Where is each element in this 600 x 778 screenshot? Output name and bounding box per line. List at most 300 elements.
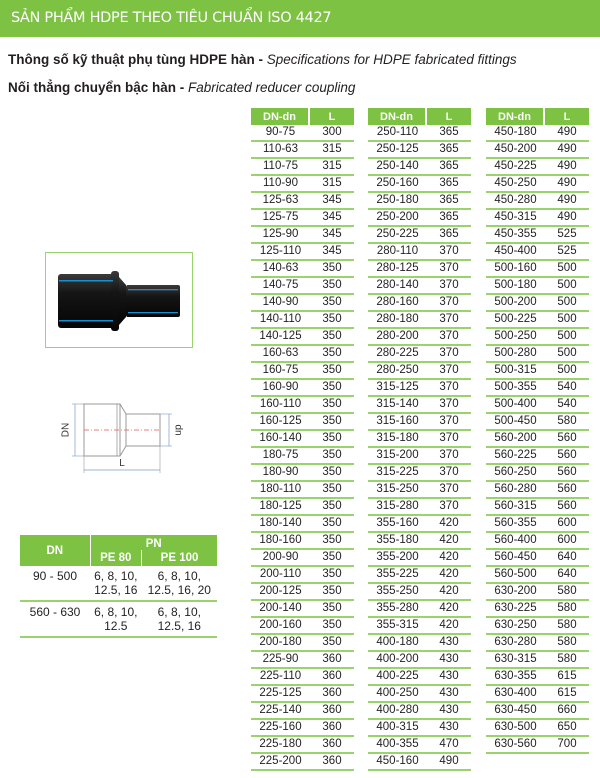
length-value: 300 [310,125,354,142]
length-value: 500 [545,295,589,312]
table-row [486,176,589,193]
length-value: 360 [310,686,354,703]
table-row [486,584,589,601]
table-row [486,278,589,295]
length-value: 420 [427,550,471,567]
dn-dn-value: 355-200 [368,550,427,567]
length-value: 370 [427,380,471,397]
length-value: 580 [545,635,589,652]
table-row [368,431,471,448]
table-row [486,210,589,227]
table-row [251,431,354,448]
table-row [251,618,354,635]
table-row [368,754,471,771]
length-value: 560 [545,499,589,516]
table-row [368,363,471,380]
dn-dn-value: 140-63 [251,261,310,278]
dn-dn-value: 315-160 [368,414,427,431]
length-value: 350 [310,261,354,278]
table-row [368,125,471,142]
dn-dn-value: 560-225 [486,448,545,465]
section-subtitle [8,52,517,67]
dn-dn-value: 560-450 [486,550,545,567]
header-dn: DN [20,535,90,566]
length-value: 420 [427,584,471,601]
length-value: 560 [545,448,589,465]
table-row [368,193,471,210]
table-row [368,601,471,618]
dn-dn-value: 225-125 [251,686,310,703]
length-value: 600 [545,516,589,533]
header-pe80: PE 80 [90,550,142,566]
dn-range: 560 - 630 [20,601,90,637]
dn-range: 90 - 500 [20,566,90,601]
dn-dn-value: 160-90 [251,380,310,397]
length-value: 470 [427,737,471,754]
length-value: 360 [310,754,354,771]
product-name-vietnamese: Nối thẳng chuyển bậc hàn - [8,80,189,95]
dn-dn-value: 160-140 [251,431,310,448]
dn-dn-value: 560-315 [486,499,545,516]
table-row [251,380,354,397]
table-row [368,244,471,261]
product-subtitle [8,80,355,95]
length-value: 350 [310,397,354,414]
dn-dn-value: 560-250 [486,465,545,482]
dn-dn-value: 140-75 [251,278,310,295]
length-value: 490 [427,754,471,771]
table-row [251,737,354,754]
dn-dn-value: 250-110 [368,125,427,142]
length-value: 360 [310,737,354,754]
dn-dn-value: 225-90 [251,652,310,669]
dn-dn-value: 225-200 [251,754,310,771]
pressure-rating-table [20,535,217,638]
dn-dn-value: 500-355 [486,380,545,397]
length-value: 370 [427,499,471,516]
length-value: 350 [310,516,354,533]
dn-dn-value: 200-110 [251,567,310,584]
table-row [368,227,471,244]
dn-dn-value: 450-250 [486,176,545,193]
length-value: 350 [310,567,354,584]
table-row [368,584,471,601]
table-row [251,635,354,652]
table-row [368,329,471,346]
table-row [486,261,589,278]
header-length: L [310,108,354,125]
table-row [368,720,471,737]
length-value: 345 [310,227,354,244]
dn-dn-value: 250-140 [368,159,427,176]
length-value: 650 [545,720,589,737]
page-header-bar [0,0,600,37]
length-value: 350 [310,329,354,346]
table-row [251,312,354,329]
table-row [368,550,471,567]
length-value: 370 [427,414,471,431]
table-row [486,686,589,703]
table-row [368,652,471,669]
table-row [486,312,589,329]
dn-dn-value: 630-200 [486,584,545,601]
table-row [20,566,217,601]
length-value: 420 [427,567,471,584]
length-value: 370 [427,431,471,448]
table-row [251,550,354,567]
dn-dn-value: 500-225 [486,312,545,329]
dn-label: DN [60,422,72,438]
table-row [486,499,589,516]
pe100-values: 6, 8, 10, 12.5, 16, 20 [142,566,217,601]
length-value: 370 [427,346,471,363]
length-value: 660 [545,703,589,720]
table-row [486,601,589,618]
table-row [368,210,471,227]
length-value: 350 [310,499,354,516]
table-row [251,125,354,142]
table-row [251,533,354,550]
table-row [486,159,589,176]
header-length: L [427,108,471,125]
dn-dn-value: 200-140 [251,601,310,618]
length-value: 540 [545,397,589,414]
dn-dn-value: 400-225 [368,669,427,686]
length-value: 350 [310,482,354,499]
length-value: 350 [310,363,354,380]
length-value: 315 [310,142,354,159]
length-value: 350 [310,312,354,329]
dn-dn-value: 355-280 [368,601,427,618]
table-row [368,176,471,193]
dn-dn-value: 450-180 [486,125,545,142]
dn-dn-value: 200-180 [251,635,310,652]
dn-dn-value: 280-180 [368,312,427,329]
dn-dn-value: 200-125 [251,584,310,601]
dn-dn-value: 560-500 [486,567,545,584]
table-row [251,754,354,771]
dn-dn-value: 225-180 [251,737,310,754]
dn-dn-value: 315-280 [368,499,427,516]
dn-dn-value: 500-315 [486,363,545,380]
dn-dn-value: 180-160 [251,533,310,550]
length-value: 370 [427,448,471,465]
length-value: 345 [310,193,354,210]
dn-dn-value: 180-75 [251,448,310,465]
table-row [486,737,589,754]
length-value: 350 [310,550,354,567]
length-value: 640 [545,550,589,567]
dn-dn-value: 450-280 [486,193,545,210]
length-value: 615 [545,669,589,686]
dn-small-label: dn [172,424,184,436]
length-value: 350 [310,414,354,431]
dn-dn-value: 630-500 [486,720,545,737]
subtitle-vietnamese: Thông số kỹ thuật phụ tùng HDPE hàn - [8,52,267,67]
length-value: 370 [427,465,471,482]
length-value: 580 [545,618,589,635]
header-dn-dn: DN-dn [251,108,310,125]
length-value: 430 [427,686,471,703]
length-value: 370 [427,482,471,499]
table-row [251,703,354,720]
length-value: 430 [427,720,471,737]
length-value: 500 [545,346,589,363]
length-value: 365 [427,227,471,244]
length-value: 370 [427,295,471,312]
table-row [251,210,354,227]
table-row [486,142,589,159]
length-value: 430 [427,669,471,686]
dn-dn-value: 315-125 [368,380,427,397]
dn-dn-value: 280-200 [368,329,427,346]
dn-dn-value: 250-125 [368,142,427,159]
length-value: 525 [545,227,589,244]
length-value: 350 [310,533,354,550]
dn-dn-value: 400-355 [368,737,427,754]
length-label: L [119,458,125,469]
table-row [251,414,354,431]
dn-dn-value: 250-180 [368,193,427,210]
dn-dn-value: 140-125 [251,329,310,346]
dn-dn-value: 160-125 [251,414,310,431]
table-row [486,431,589,448]
length-value: 350 [310,601,354,618]
length-value: 500 [545,329,589,346]
dn-dn-value: 630-315 [486,652,545,669]
length-value: 370 [427,244,471,261]
table-row [486,635,589,652]
dn-dn-value: 90-75 [251,125,310,142]
table-row [368,397,471,414]
length-value: 420 [427,516,471,533]
length-value: 500 [545,363,589,380]
length-value: 580 [545,414,589,431]
dn-dn-value: 140-110 [251,312,310,329]
dn-dn-value: 125-110 [251,244,310,261]
dn-dn-value: 400-180 [368,635,427,652]
length-value: 365 [427,125,471,142]
length-value: 560 [545,482,589,499]
dn-dn-value: 400-280 [368,703,427,720]
table-row [368,686,471,703]
table-row [251,193,354,210]
table-row [368,414,471,431]
length-value: 360 [310,720,354,737]
length-value: 500 [545,278,589,295]
length-value: 700 [545,737,589,754]
dn-dn-value: 200-90 [251,550,310,567]
dn-dn-value: 450-400 [486,244,545,261]
length-value: 350 [310,278,354,295]
length-value: 490 [545,142,589,159]
dn-dn-value: 180-125 [251,499,310,516]
dn-dn-value: 630-450 [486,703,545,720]
dn-dn-value: 315-225 [368,465,427,482]
dn-dn-value: 355-160 [368,516,427,533]
dn-dn-value: 140-90 [251,295,310,312]
table-row [251,448,354,465]
dn-dn-value: 500-160 [486,261,545,278]
table-row [251,567,354,584]
table-row [486,516,589,533]
header-pn: PN [90,535,217,550]
table-row [368,159,471,176]
dn-dn-value: 225-140 [251,703,310,720]
table-row [486,227,589,244]
dn-dn-value: 630-250 [486,618,545,635]
length-value: 350 [310,346,354,363]
table-row [486,482,589,499]
length-value: 600 [545,533,589,550]
pe80-values: 6, 8, 10, 12.5 [90,601,142,637]
length-value: 370 [427,312,471,329]
length-value: 370 [427,278,471,295]
table-row [251,516,354,533]
dn-dn-value: 160-110 [251,397,310,414]
dn-dn-value: 500-180 [486,278,545,295]
table-row [251,261,354,278]
table-row [486,652,589,669]
length-value: 430 [427,635,471,652]
table-row [368,295,471,312]
dn-dn-value: 400-315 [368,720,427,737]
dn-dn-value: 630-280 [486,635,545,652]
dn-dn-value: 180-90 [251,465,310,482]
header-dn-dn: DN-dn [486,108,545,125]
table-row [251,465,354,482]
length-value: 345 [310,210,354,227]
length-value: 365 [427,159,471,176]
reducer-coupling-image [46,253,191,346]
dn-dn-value: 560-400 [486,533,545,550]
length-value: 580 [545,601,589,618]
length-value: 350 [310,618,354,635]
table-row [251,584,354,601]
length-value: 420 [427,618,471,635]
table-row [251,720,354,737]
length-value: 345 [310,244,354,261]
table-row [251,159,354,176]
table-row [368,533,471,550]
dn-dn-value: 125-90 [251,227,310,244]
length-value: 350 [310,295,354,312]
length-value: 370 [427,363,471,380]
table-row [486,567,589,584]
length-value: 315 [310,159,354,176]
length-value: 360 [310,703,354,720]
dn-dn-value: 315-140 [368,397,427,414]
dn-dn-value: 125-75 [251,210,310,227]
dimension-drawing [60,385,200,475]
table-row [251,295,354,312]
table-row [486,414,589,431]
header-dn-dn: DN-dn [368,108,427,125]
length-value: 490 [545,159,589,176]
length-value: 490 [545,125,589,142]
table-row [486,703,589,720]
dn-dn-value: 630-560 [486,737,545,754]
page-title: SẢN PHẨM HDPE THEO TIÊU CHUẨN ISO 4427 [11,10,332,26]
dn-dn-value: 180-140 [251,516,310,533]
length-value: 430 [427,652,471,669]
dn-dn-value: 315-250 [368,482,427,499]
table-row [486,465,589,482]
length-value: 580 [545,652,589,669]
table-row [368,618,471,635]
length-value: 360 [310,669,354,686]
table-row [368,499,471,516]
table-row [251,227,354,244]
table-row [486,669,589,686]
dn-dn-value: 450-160 [368,754,427,771]
table-row [368,261,471,278]
table-row [486,244,589,261]
dn-dn-value: 250-225 [368,227,427,244]
pe100-values: 6, 8, 10, 12.5, 16 [142,601,217,637]
table-row [486,533,589,550]
dn-dn-value: 280-250 [368,363,427,380]
length-value: 420 [427,533,471,550]
length-value: 560 [545,431,589,448]
table-row [486,380,589,397]
length-value: 615 [545,686,589,703]
dn-dn-value: 450-355 [486,227,545,244]
table-row [251,346,354,363]
dn-dn-value: 280-160 [368,295,427,312]
table-row [368,465,471,482]
table-row [368,669,471,686]
table-row [251,363,354,380]
table-row [368,516,471,533]
pe80-values: 6, 8, 10, 12.5, 16 [90,566,142,601]
table-row [368,346,471,363]
length-value: 370 [427,397,471,414]
dn-dn-value: 500-400 [486,397,545,414]
length-value: 350 [310,635,354,652]
dn-dn-value: 110-63 [251,142,310,159]
table-row [368,312,471,329]
dn-dn-value: 355-250 [368,584,427,601]
table-row [486,618,589,635]
dn-dn-value: 160-75 [251,363,310,380]
dn-dn-value: 225-160 [251,720,310,737]
length-value: 540 [545,380,589,397]
length-value: 640 [545,567,589,584]
table-row [251,601,354,618]
spec-table-2 [368,108,471,771]
dn-dn-value: 110-90 [251,176,310,193]
dn-dn-value: 450-200 [486,142,545,159]
dn-dn-value: 500-200 [486,295,545,312]
length-value: 360 [310,652,354,669]
length-value: 580 [545,584,589,601]
dn-dn-value: 630-355 [486,669,545,686]
length-value: 370 [427,329,471,346]
table-row [486,720,589,737]
dn-dn-value: 280-140 [368,278,427,295]
table-row [251,244,354,261]
table-row [251,278,354,295]
dn-dn-value: 560-355 [486,516,545,533]
dn-dn-value: 355-225 [368,567,427,584]
dn-dn-value: 315-180 [368,431,427,448]
product-photo [45,252,193,348]
header-length: L [545,108,589,125]
table-row [486,193,589,210]
spec-table-3 [486,108,589,754]
dn-dn-value: 280-225 [368,346,427,363]
